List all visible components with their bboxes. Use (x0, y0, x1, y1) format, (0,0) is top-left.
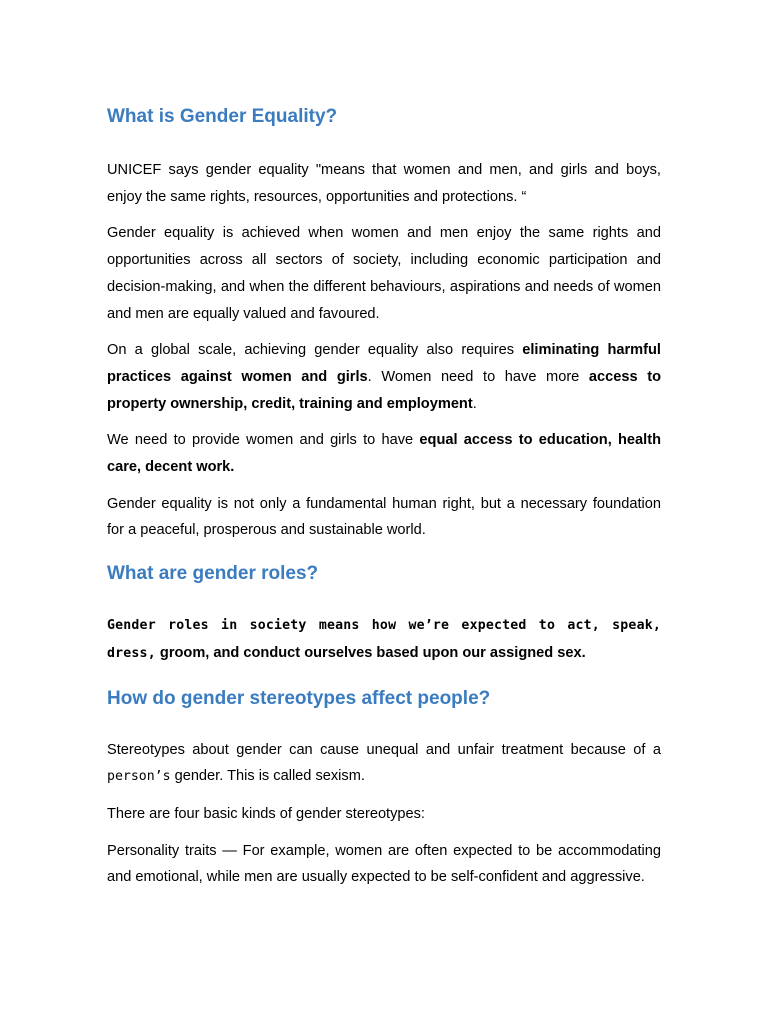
paragraph-global-scale (107, 337, 661, 417)
paragraph-provide-access (107, 427, 661, 480)
paragraph-sexism-mono: person’s (107, 769, 171, 785)
document-page (107, 104, 661, 891)
paragraph-provide-access-bold: equal access to education, health care, decent work. (107, 432, 661, 476)
paragraph-gender-roles-definition (107, 612, 661, 667)
section-heading-gender-roles: What are gender roles? (107, 563, 319, 585)
paragraph-sexism-text-1: Stereotypes about gender can cause unequal and unfair treatment because of a (107, 741, 661, 758)
paragraph-global-scale-text-1: On a global scale, achieving gender equality also requires (107, 342, 523, 359)
section-heading-gender-equality: What is Gender Equality? (107, 106, 338, 127)
paragraph-four-kinds: There are four basic kinds of gender stereotypes: (107, 805, 425, 822)
paragraph-gender-roles-mono: Gender roles in society means how we’re expected to act, speak, dress, (107, 618, 661, 661)
paragraph-human-right: Gender equality is not only a fundamental human right, but a necessary foundation for a peaceful, prosperous and sustainable world. (107, 495, 661, 539)
paragraph-gender-roles-rest: groom, and conduct ourselves based upon our assigned sex. (155, 644, 586, 661)
paragraph-personality-traits: Personality traits — For example, women are often expected to be accommodating and emotional, while men are usually expected to be self-confident and aggressive. (107, 842, 661, 886)
paragraph-global-scale-bold-2: access to property ownership, credit, training and employment (107, 368, 661, 412)
section-heading-stereotypes: How do gender stereotypes affect people? (107, 687, 491, 709)
paragraph-achieved-when: Gender equality is achieved when women and men enjoy the same rights and opportunities across all sectors of society, including economic participation and decision-making, and when the different behaviours, aspirations and needs of women and men are equally valued and favoured. (107, 225, 661, 322)
paragraph-sexism-text-2: gender. This is called sexism. (170, 768, 365, 785)
paragraph-sexism (107, 737, 661, 791)
paragraph-provide-access-text: We need to provide women and girls to have (107, 432, 420, 449)
paragraph-unicef-definition: UNICEF says gender equality "means that women and men, and girls and boys, enjoy the same rights, resources, opportunities and protections. “ (107, 162, 661, 205)
paragraph-global-scale-text-3: . (472, 395, 477, 412)
paragraph-global-scale-text-2: . Women need to have more (367, 368, 589, 385)
paragraph-global-scale-bold-1: eliminating harmful practices against women and girls (107, 342, 661, 385)
